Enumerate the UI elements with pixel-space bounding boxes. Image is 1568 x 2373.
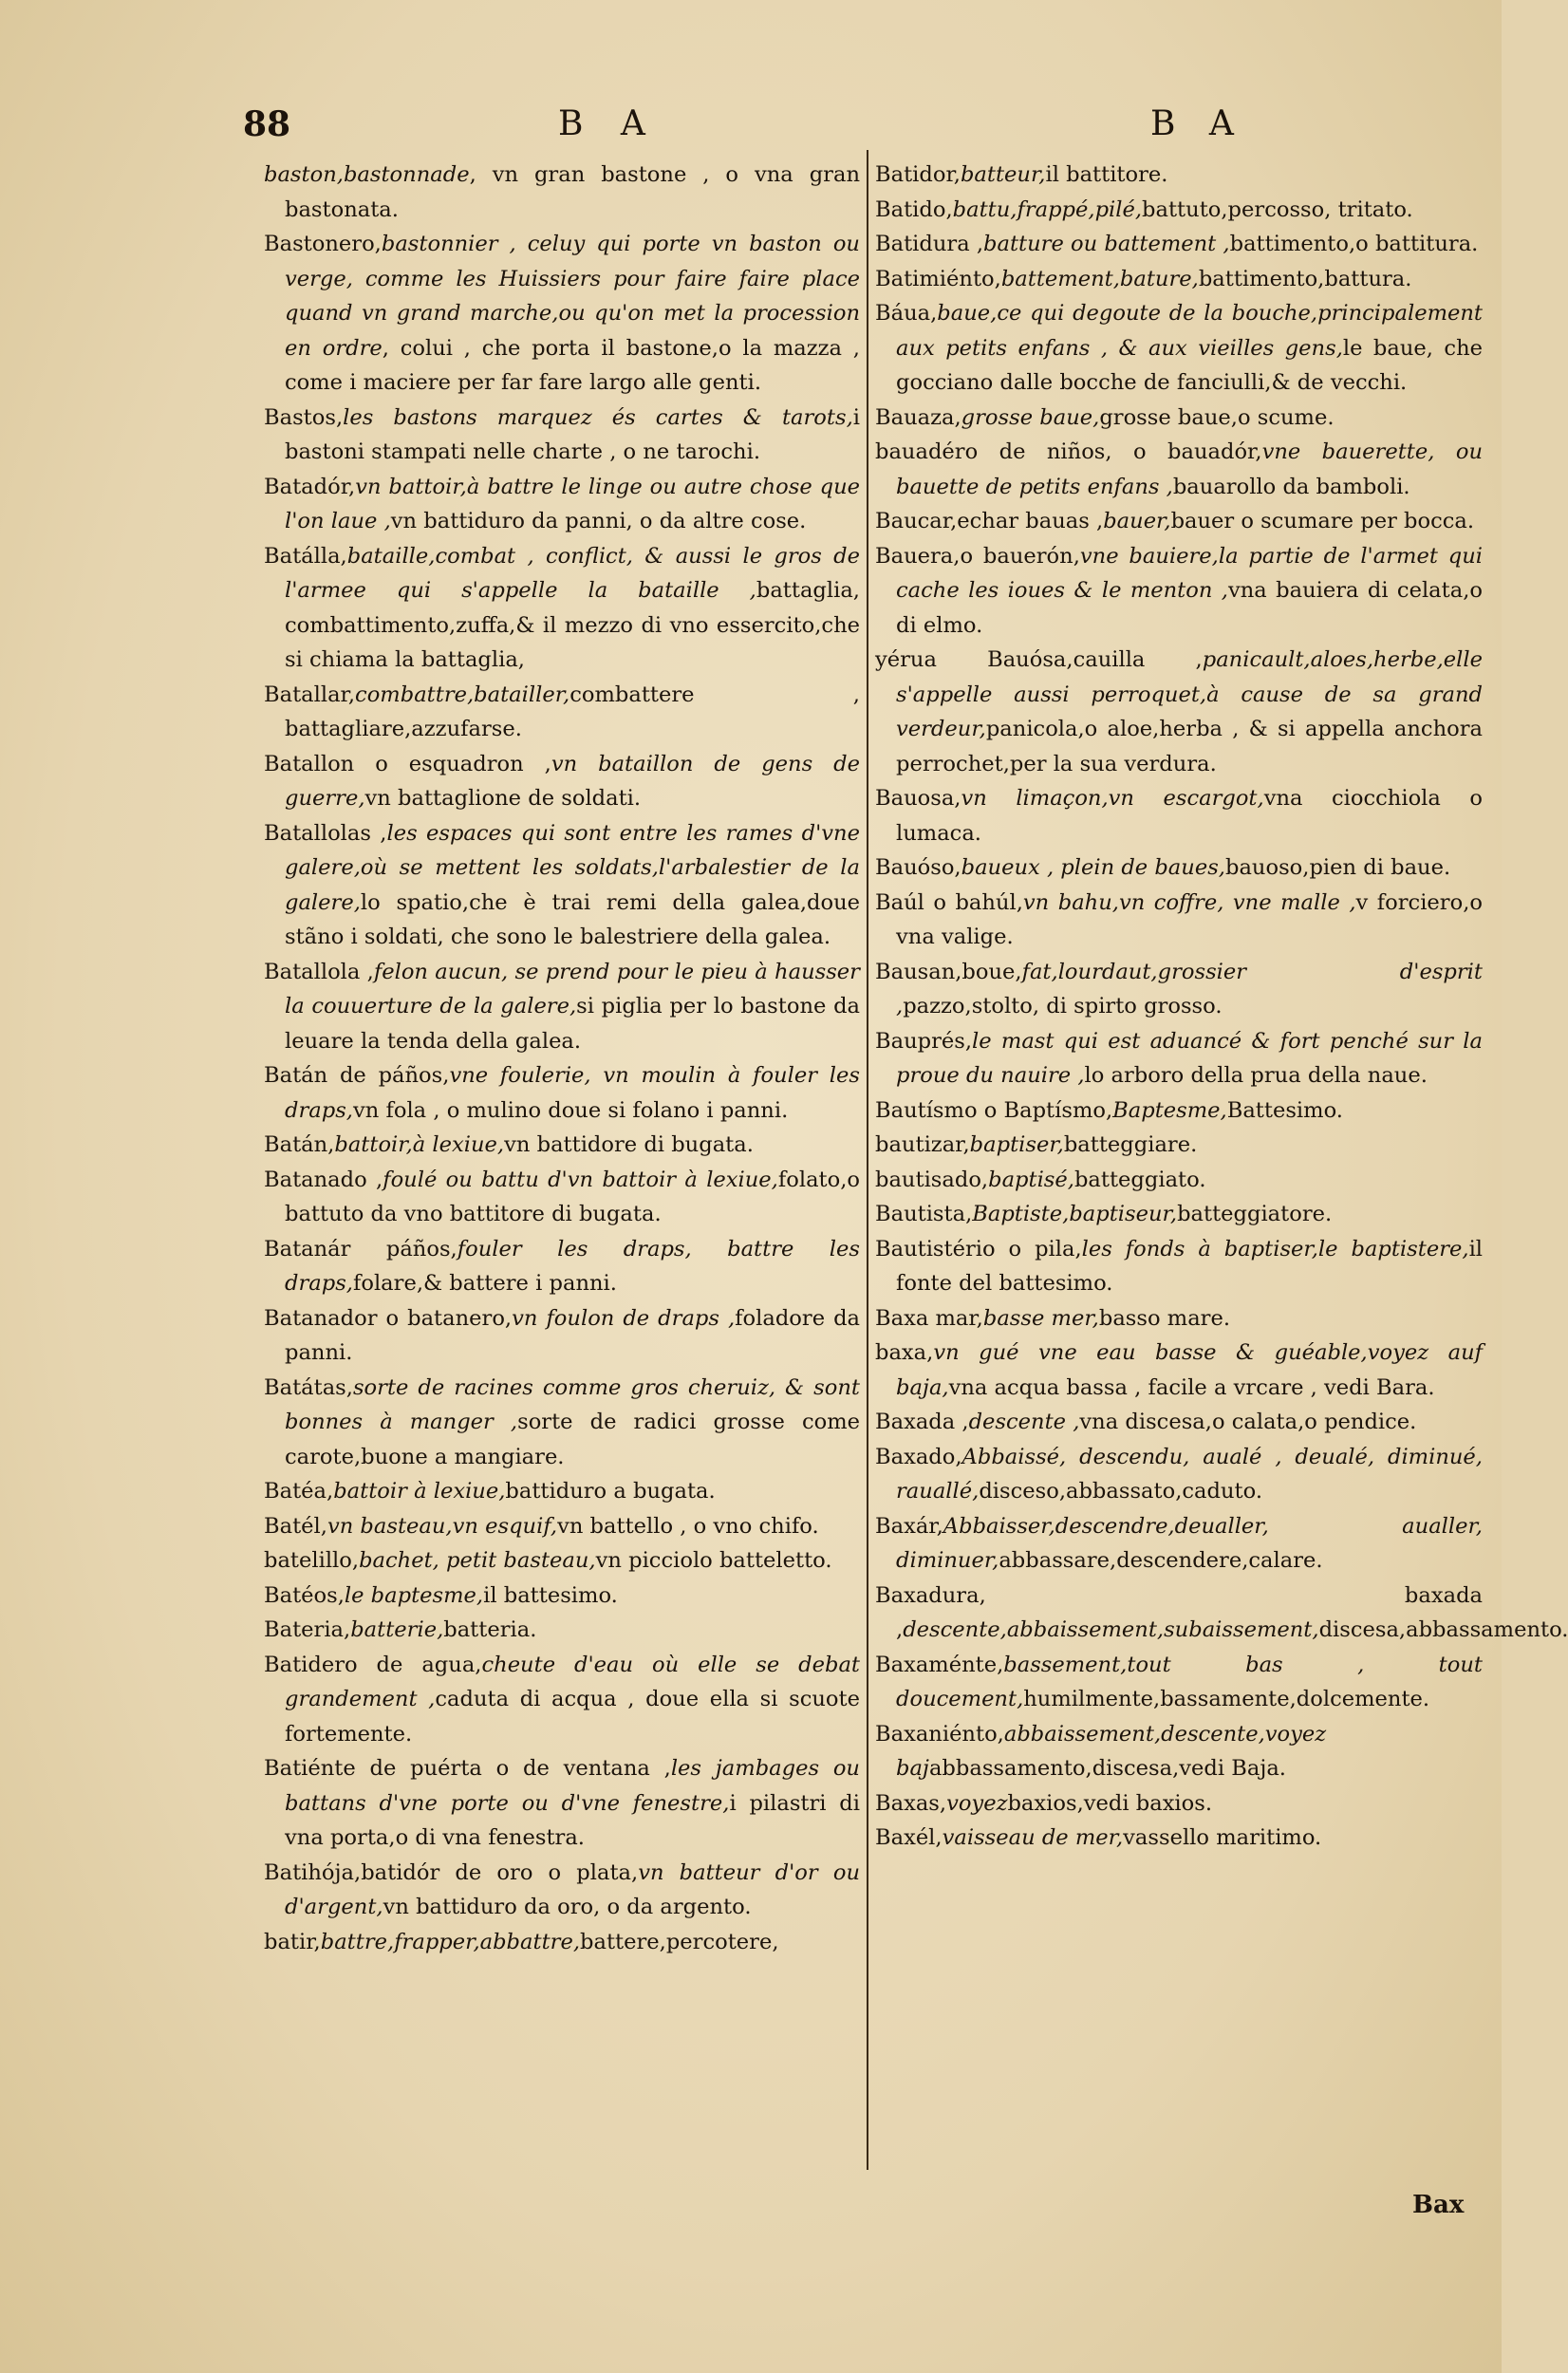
entry-headword: Batimiénto, (875, 266, 1001, 291)
entry-headword: Baxadura, baxada , (875, 1582, 1483, 1642)
left-running-head: B A (558, 104, 659, 143)
dictionary-entry (264, 1613, 860, 1648)
entry-italian: batteggiato. (1073, 1167, 1206, 1192)
entry-french: baptisé, (988, 1167, 1074, 1192)
entry-french: basse mer, (982, 1305, 1099, 1331)
entry-italian: vn battiduro da panni, o da altre cose. (390, 509, 807, 533)
entry-headword: Baxado, (875, 1444, 962, 1469)
dictionary-entry (264, 816, 860, 955)
entry-headword: Báua, (875, 301, 938, 326)
entry-french: fouler les draps, battre les draps, (285, 1236, 860, 1296)
entry-french: battement,bature, (1000, 266, 1199, 291)
entry-headword: Bausan,boue, (875, 959, 1022, 984)
dictionary-entry (875, 1024, 1483, 1093)
dictionary-entry (264, 1856, 860, 1925)
dictionary-entry (875, 1648, 1483, 1717)
dictionary-entry (264, 1751, 860, 1856)
entry-headword: Bastonero, (264, 232, 382, 256)
dictionary-entry (264, 1925, 860, 1960)
entry-italian: v forciero,o vna valige. (896, 889, 1483, 949)
entry-french: batteur, (960, 162, 1046, 187)
entry-french: vn batteur d'or ou d'argent, (285, 1859, 860, 1919)
entry-headword: batir, (264, 1929, 321, 1954)
entry-headword: Batálla, (264, 543, 347, 569)
dictionary-entry (264, 955, 860, 1059)
dictionary-entry (264, 1474, 860, 1509)
entry-italian: lo arboro della prua della naue. (1084, 1063, 1428, 1088)
entry-italian: pazzo,stolto, di spirto grosso. (903, 994, 1223, 1018)
entry-headword: Baxaménte, (875, 1652, 1004, 1677)
entry-headword: bautizar, (875, 1132, 970, 1157)
entry-french: baue,ce qui degoute de la bouche,principalement aux petits enfans , & aux vieilles gens, (896, 301, 1483, 361)
dictionary-entry (875, 193, 1483, 228)
entry-headword: Batidura , (875, 232, 984, 256)
entry-headword: Bauaza, (875, 404, 961, 430)
dictionary-entry (875, 1717, 1483, 1786)
entry-french: felon aucun, se prend pour le pieu à hausser la couuerture de la galere, (285, 959, 860, 1018)
entry-french: fat,lourdaut,grossier d'esprit , (896, 959, 1483, 1018)
entry-italian: battimento,o battitura. (1229, 232, 1479, 256)
entry-italian: si piglia per lo bastone da leuare la tenda della galea. (285, 994, 860, 1054)
dictionary-entry (875, 781, 1483, 850)
dictionary-entry (264, 1163, 860, 1232)
entry-french: baueux , plein de baues, (961, 855, 1225, 880)
entry-italian: humilmente,bassamente,dolcemente. (1023, 1687, 1430, 1711)
right-column (875, 158, 1568, 1856)
entry-french: vn battoir,à battre le linge ou autre chose que l'on laue , (285, 474, 860, 533)
dictionary-entry (875, 850, 1483, 886)
entry-italian: i bastoni stampati nelle charte , o ne tarochi. (285, 404, 860, 464)
entry-headword: Batallolas , (264, 820, 387, 846)
entry-italian: grosse baue,o scume. (1099, 404, 1335, 430)
dictionary-entry (875, 296, 1483, 401)
dictionary-entry (875, 1786, 1483, 1822)
dictionary-entry (264, 1543, 860, 1579)
entry-headword: Batanador o batanero, (264, 1305, 513, 1331)
entry-french: voyez (946, 1790, 1008, 1816)
dictionary-entry (875, 504, 1483, 539)
entry-italian: vn battello , o vno chifo. (557, 1513, 819, 1539)
entry-headword: Bauera,o bauerón, (875, 543, 1080, 569)
entry-headword: Batadór, (264, 474, 356, 499)
entry-headword: Batán de páños, (264, 1063, 450, 1088)
entry-french: les jambages ou battans d'vne porte ou d'vne fenestre, (285, 1756, 860, 1816)
entry-italian: bauer o scumare per bocca. (1170, 509, 1475, 533)
dictionary-entry (264, 747, 860, 816)
entry-french: Baptiste,baptiseur, (972, 1202, 1178, 1226)
entry-french: grosse baue, (961, 404, 1100, 430)
entry-headword: Batidor, (875, 162, 961, 187)
entry-italian: batteria. (443, 1617, 537, 1642)
entry-french: Baptesme, (1112, 1097, 1227, 1123)
entry-headword: Batiénte de puérta o de ventana , (264, 1756, 671, 1781)
column-divider (867, 150, 868, 2170)
entry-french: bachet, petit basteau, (359, 1548, 596, 1573)
dictionary-entry (875, 1509, 1483, 1579)
dictionary-entry (875, 1093, 1483, 1129)
dictionary-entry (875, 643, 1483, 781)
dictionary-entry (875, 1579, 1568, 1648)
entry-italian: il battitore. (1045, 162, 1168, 187)
entry-french: vne foulerie, vn moulin à fouler les draps, (285, 1063, 860, 1123)
entry-headword: batelillo, (264, 1548, 360, 1573)
dictionary-entry (875, 1821, 1483, 1856)
entry-headword: Bauóso, (875, 855, 961, 880)
entry-french: descente , (968, 1410, 1080, 1434)
entry-headword: Bautísmo o Baptísmo, (875, 1097, 1113, 1123)
entry-italian: bauoso,pien di baue. (1224, 855, 1451, 880)
dictionary-entry (264, 470, 860, 539)
entry-headword: Batidero de agua, (264, 1652, 482, 1677)
entry-headword: bauadéro de niños, o bauadór, (875, 439, 1262, 464)
entry-french: vne bauerette, ou bauette de petits enfans , (896, 439, 1483, 499)
dictionary-entry (264, 1579, 860, 1614)
entry-italian: vna discesa,o calata,o pendice. (1079, 1410, 1417, 1434)
running-header (0, 95, 1502, 152)
entry-french: battoir à lexiue, (333, 1479, 506, 1504)
entry-italian: vassello maritimo. (1123, 1825, 1322, 1850)
entry-italian: abbassamento,discesa,vedi Baja. (928, 1756, 1286, 1781)
entry-headword: Baxél, (875, 1825, 943, 1850)
entry-headword: Batallar, (264, 682, 356, 707)
entry-headword: Batihója,batidór de oro o plata, (264, 1859, 639, 1885)
dictionary-entry (875, 1301, 1483, 1336)
entry-french: vn limaçon,vn escargot, (961, 786, 1264, 811)
entry-french: Abbaisser,descendre,deualler, aualler, diminuer, (896, 1513, 1483, 1573)
entry-headword: bautisado, (875, 1167, 989, 1192)
dictionary-entry (264, 539, 860, 678)
dictionary-entry (875, 1336, 1483, 1405)
entry-french: bassement,tout bas , tout doucement, (896, 1652, 1483, 1711)
entry-italian: baxios,vedi baxios. (1007, 1790, 1213, 1816)
entry-french: panicault,aloes,herbe,elle s'appelle aussi perroquet,à cause de sa grand verdeur, (896, 647, 1483, 741)
entry-french: vn gué vne eau basse & guéable,voyez auf baja, (896, 1340, 1483, 1400)
entry-italian: vn battaglione de soldati. (364, 786, 642, 811)
dictionary-entry (264, 158, 860, 227)
entry-headword: Bauosa, (875, 786, 961, 811)
dictionary-entry (264, 401, 860, 470)
entry-headword: Batátas, (264, 1374, 353, 1400)
entry-italian: il fonte del battesimo. (896, 1236, 1484, 1296)
dictionary-entry (875, 401, 1483, 436)
entry-french: les espaces qui sont entre les rames d'vne galere,où se mettent les soldats,l'arbalestier de la galere, (285, 820, 860, 915)
entry-headword: Batanár páños, (264, 1236, 457, 1261)
entry-headword: Baucar,echar bauas , (875, 509, 1104, 533)
entry-italian: combattere , battagliare,azzufarse. (285, 682, 860, 741)
entry-french: vaisseau de mer, (942, 1825, 1124, 1850)
entry-french: vn bataillon de gens de guerre, (285, 751, 860, 811)
entry-headword: Baxas, (875, 1790, 947, 1816)
entry-french: combattre,batailler, (355, 682, 570, 707)
entry-french: bauer, (1103, 509, 1171, 533)
dictionary-entry (875, 262, 1483, 297)
entry-french: descente,abbaissement,subaissement, (903, 1617, 1319, 1642)
entry-italian: folare,& battere i panni. (352, 1271, 617, 1296)
dictionary-entry (875, 227, 1483, 262)
entry-french: le baptesme, (344, 1582, 484, 1608)
entry-french: vne bauiere,la partie de l'armet qui cache les ioues & le menton , (896, 543, 1483, 603)
entry-italian: folato,o battuto da vno battitore di bugata. (285, 1167, 861, 1226)
dictionary-entry (264, 227, 860, 401)
entry-italian: lo spatio,che è trai remi della galea,doue stãno i soldati, che sono le balestriere della galea. (285, 889, 860, 949)
entry-italian: disceso,abbassato,caduto. (979, 1479, 1262, 1504)
entry-italian: battaglia, combattimento,zuffa,& il mezzo di vno essercito,che si chiama la battaglia, (285, 578, 860, 672)
entry-italian: batteggiare. (1063, 1132, 1198, 1157)
left-column (264, 158, 860, 1959)
dictionary-entry (875, 435, 1483, 504)
dictionary-entry (875, 955, 1483, 1024)
entry-french: bataille,combat , conflict, & aussi le gros de l'armee qui s'appelle la bataille , (285, 543, 860, 603)
catchword: Bax (1412, 2191, 1465, 2219)
entry-headword: Bautistério o pila, (875, 1236, 1082, 1261)
dictionary-entry (264, 1058, 860, 1128)
entry-headword: Batéos, (264, 1582, 345, 1608)
entry-french: batterie, (350, 1617, 444, 1642)
entry-french: batture ou battement , (983, 232, 1230, 256)
entry-french: sorte de racines comme gros cheruiz, & sont bonnes à manger , (285, 1374, 860, 1434)
entry-french: vn foulon de draps , (512, 1305, 736, 1331)
dictionary-entry (875, 1232, 1483, 1301)
entry-headword: Baxa mar, (875, 1305, 983, 1331)
entry-italian: vna ciocchiola o lumaca. (896, 786, 1483, 846)
entry-headword: Baxaniénto, (875, 1721, 1004, 1747)
entry-italian: battimento,battura. (1198, 266, 1412, 291)
dictionary-entry (264, 1301, 860, 1371)
entry-italian: bauarollo da bamboli. (1172, 474, 1410, 499)
entry-french: foulé ou battu d'vn battoir à lexiue, (383, 1167, 778, 1192)
entry-italian: caduta di acqua , doue ella si scuote fortemente. (285, 1687, 860, 1747)
entry-headword: Bateria, (264, 1617, 351, 1642)
entry-headword: Batán, (264, 1132, 335, 1157)
dictionary-entry (264, 1232, 860, 1301)
entry-french: battre,frapper,abbattre, (320, 1929, 581, 1954)
entry-french: battoir,à lexiue, (334, 1132, 505, 1157)
dictionary-entry (875, 1128, 1483, 1163)
entry-headword: Baúl o bahúl, (875, 889, 1023, 915)
entry-french: baptiser, (969, 1132, 1064, 1157)
dictionary-entry (264, 678, 860, 747)
entry-french: vn basteau,vn esquif, (327, 1513, 558, 1539)
entry-headword: Bauprés, (875, 1028, 973, 1054)
entry-headword: Batallola , (264, 959, 374, 984)
entry-headword: Batéa, (264, 1479, 334, 1504)
entry-italian: battuto,percosso, tritato. (1142, 196, 1413, 222)
entry-french: baston,bastonnade (264, 162, 470, 187)
entry-italian: abbassare,descendere,calare. (999, 1548, 1323, 1573)
entry-italian: Battesimo. (1226, 1097, 1343, 1123)
entry-french: cheute d'eau où elle se debat grandement , (285, 1652, 861, 1711)
entry-italian: , colui , che porta il bastone,o la mazza , come i maciere per far fare largo alle genti. (285, 335, 860, 395)
entry-italian: battiduro a bugata. (505, 1479, 716, 1504)
entry-italian: vna bauiera di celata,o di elmo. (896, 578, 1483, 638)
dictionary-entry (875, 1163, 1483, 1198)
entry-headword: Batido, (875, 196, 953, 222)
dictionary-entry (875, 886, 1483, 955)
entry-italian: sorte de radici grosse come carote,buone a mangiare. (285, 1410, 860, 1469)
entry-french: bastonnier , celuy qui porte vn baston ou verge, comme les Huissiers pour faire faire place quand vn grand marche,ou qu'on met la procession en ordre (285, 232, 860, 361)
entry-french: battu,frappé,pilé, (952, 196, 1143, 222)
page-number: 88 (243, 104, 291, 144)
entry-italian: basso mare. (1098, 1305, 1231, 1331)
entry-french: vn bahu,vn coffre, vne malle , (1022, 889, 1356, 915)
dictionary-entry (875, 1440, 1483, 1509)
entry-italian: , vn gran bastone , o vna gran bastonata. (285, 162, 860, 222)
entry-italian: batteggiatore. (1177, 1202, 1333, 1226)
dictionary-entry (264, 1128, 860, 1163)
entry-headword: Batallon o esquadron , (264, 751, 551, 776)
entry-italian: vn fola , o mulino doue si folano i panni. (352, 1097, 789, 1123)
entry-italian: foladore da panni. (285, 1305, 861, 1365)
entry-headword: Batél, (264, 1513, 327, 1539)
entry-french: abbaissement,descente,voyez baj (896, 1721, 1327, 1781)
entry-italian: le baue, che gocciano dalle bocche de fanciulli,& de vecchi. (896, 335, 1483, 395)
entry-french: le mast qui est aduancé & fort penché sur la proue du nauire , (896, 1028, 1483, 1088)
entry-headword: yérua Bauósa,cauilla , (875, 647, 1203, 672)
entry-italian: vn battiduro da oro, o da argento. (383, 1895, 752, 1919)
entry-headword: Bastos, (264, 404, 344, 430)
entry-french: Abbaissé, descendu, aualé , deualé, diminué, rauallé, (896, 1444, 1483, 1504)
entry-headword: Bautista, (875, 1202, 973, 1226)
entry-italian: panicola,o aloe,herba , & si appella anchora perrochet,per la sua verdura. (896, 717, 1483, 776)
dictionary-entry (264, 1371, 860, 1475)
entry-headword: Baxár, (875, 1513, 943, 1539)
entry-italian: discesa,abbassamento. (1318, 1617, 1568, 1642)
entry-italian: battere,percotere, (580, 1929, 779, 1954)
entry-headword: Baxada , (875, 1410, 969, 1434)
entry-italian: vn picciolo batteletto. (595, 1548, 832, 1573)
entry-french: les fonds à baptiser,le baptistere, (1081, 1236, 1469, 1261)
dictionary-entry (875, 1405, 1483, 1440)
entry-headword: Batanado , (264, 1167, 383, 1192)
entry-italian: il battesimo. (483, 1582, 618, 1608)
entry-french: les bastons marquez és cartes & tarots, (343, 404, 853, 430)
entry-italian: vna acqua bassa , facile a vrcare , vedi Bara. (948, 1374, 1435, 1400)
dictionary-entry (875, 1197, 1483, 1232)
entry-italian: i pilastri di vna porta,o di vna fenestra. (285, 1790, 860, 1850)
dictionary-entry (875, 158, 1483, 193)
entry-headword: baxa, (875, 1340, 934, 1365)
dictionary-entry (264, 1509, 860, 1544)
entry-italian: vn battidore di bugata. (504, 1132, 754, 1157)
dictionary-entry (264, 1648, 860, 1752)
right-running-head: B A (1150, 104, 1245, 143)
dictionary-entry (875, 539, 1483, 644)
